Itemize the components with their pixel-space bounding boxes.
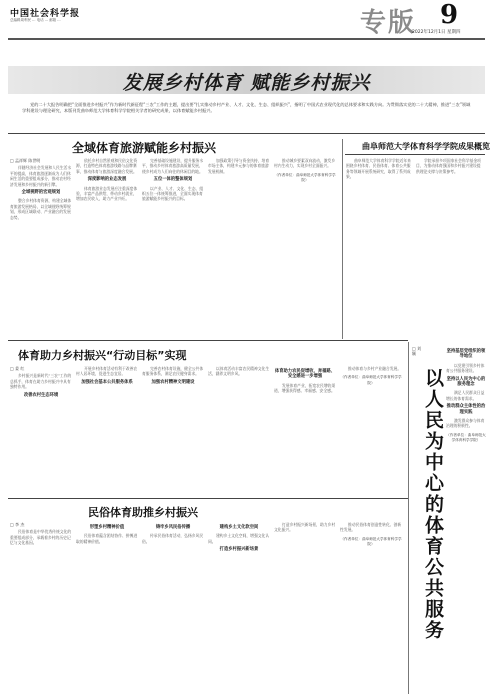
- divider: [8, 133, 485, 134]
- column-divider: [408, 342, 409, 694]
- article3-col4: 建构乡土文化软空间 建构乡土文化空间，增强文化认同。 打造乡村振兴新场景: [208, 525, 270, 553]
- article3-col5: 打造乡村振兴新场景，助力乡村文化振兴。: [274, 522, 336, 533]
- article3-sub3: 建构乡土文化软空间: [219, 525, 259, 530]
- article1-col1: □ 孟祥辉 陈世明 伴随经济社会发展和人民生活水平的提高，体育旅游逐渐成为人们休闲生活的重要组成部分，推动农村经济发展和乡村振兴的新引擎。 全域视野的宏观规划 整合乡村体育资源，构建全域体育旅游发展格局，以全域视野统筹规划，形成区域联动、产业融合的发展态势。: [10, 158, 72, 220]
- article1-sub1: 全域视野的宏观规划: [21, 190, 61, 196]
- section-tag: 专版: [360, 8, 417, 38]
- issue-date: 2022年12月1日 星期四: [412, 30, 461, 35]
- banner-title: 发展乡村体育 赋能乡村振兴: [122, 72, 371, 94]
- article1-col3: 完善基础设施建设，提升服务水平，推动乡村体育旅游高质量发展，使乡村成为人们向往的休闲目的地。 五位一体的整体规划 以产业、人才、文化、生态、组织五位一体统筹推进，全面实现体育旅游赋能乡村振兴的目标。: [142, 158, 204, 202]
- article1-col4: 加强政策引导与资金扶持，培育市场主体，构建多元参与的体育旅游发展机制。: [208, 158, 270, 174]
- article3-sub1: 形塑乡村精神价值: [89, 525, 125, 530]
- article2-sub4: 体育助力农民促增收、奔福路、安全感进一步增强: [274, 369, 336, 380]
- article1-sub3: 五位一体的整体规划: [153, 177, 193, 183]
- article4-title: 以人民为中心的体育公共服务: [422, 368, 444, 641]
- masthead-info: 总编辑周利民 ... 电话 ... 邮箱 ...: [10, 18, 61, 22]
- article2-sub1: 改善农村生态环境: [23, 392, 59, 398]
- article3-col6: 推动民俗体育创造性转化、创新性发展。 （作者单位：曲阜师范大学体育科学学院）: [340, 522, 402, 547]
- divider: [8, 498, 408, 499]
- newspaper-logo: 中国社会科学报: [10, 9, 81, 19]
- masthead-rule: [8, 38, 485, 40]
- article2-byline: □ 姜 红: [10, 366, 25, 371]
- article2-note: （作者单位：曲阜师范大学体育科学学院）: [340, 375, 402, 385]
- article2-sub3: 加强农村精神文明建设: [151, 379, 195, 385]
- intro-paragraph: 党的二十大报告明确把“全面推进乡村振兴”作为新时代新征程“三农”工作的主题，提出要“扎实推动乡村产业、人才、文化、生态、组织振兴”，指明了中国式农业现代化的总体要求和实践方向。为贯彻落实党的二十大精神，推进“三农”领域学科建设与理论研究，本版刊发曲阜师范大学体育科学学院相关学者的研究成果，以体育赋能乡村振兴。: [22, 102, 471, 113]
- article2-col3: 完善农村体育设施，健全公共体育服务体系，满足农民健身需求。 加强农村精神文明建设: [142, 366, 204, 385]
- article2-title: 体育助力乡村振兴“行动目标”实现: [18, 349, 187, 362]
- sidebar-col2: 学院承担多项国家社会科学基金项目，为推动体育强国和乡村振兴建设提供理论支撑与决策参考。: [416, 158, 481, 174]
- article3-note: （作者单位：曲阜师范大学体育科学学院）: [340, 536, 402, 547]
- article1-col2: 依托乡村自然景观和民俗文化资源，打造特色体育旅游线路与品牌赛事，推动体育与旅游深度融合发展。 深度影响的业态发展 体育旅游业态发展应注重深度体验，丰富产品供给，带动乡村就业，增加农民收入，助力产业兴旺。: [76, 158, 138, 202]
- article4-byline-wrap: [412, 346, 422, 366]
- sidebar-col1: 曲阜师范大学体育科学学院近年来围绕乡村体育、民俗体育、体育公共服务等领域开展系统研究，取得了系列成果。: [346, 158, 411, 180]
- article4-sub3: 推动群众主体性的治理实践: [446, 404, 486, 415]
- article4-sub1: 坚持基层党组织的领导地位: [446, 349, 486, 360]
- article2-col6: 推动体育与乡村产业融合发展。 （作者单位：曲阜师范大学体育科学学院）: [340, 366, 402, 385]
- article3-title: 民俗体育助推乡村振兴: [88, 506, 198, 519]
- article3-col3: 铸牢乡风民俗传播 传承民俗体育活动，弘扬乡风民俗。: [142, 525, 204, 544]
- article1-note: （作者单位：曲阜师范大学体育科学学院）: [274, 172, 336, 183]
- article3-col1: □ 李 杰 民俗体育是中华优秀传统文化的重要组成部分，承载着乡村的历史记忆与文化基因。: [10, 522, 72, 546]
- sidebar-rule: [345, 154, 485, 155]
- article4-sub2: 坚持以人民为中心的服务理念: [446, 376, 486, 388]
- article3-sub4: 打造乡村振兴新场景: [219, 547, 259, 553]
- article2-sub2: 加强社会基本公共服务体系: [81, 379, 133, 385]
- article4-note: （作者单位：曲阜师范大学体育科学学院）: [446, 432, 486, 443]
- article4-col1: 坚持基层党组织的领导地位 以党建引领乡村体育公共服务建设。 坚持以人民为中心的服务理念 满足人民群众日益增长的体育需求。 推动群众主体性的治理实践 激发群众参与体育治理的积极性。 （作者单位：曲阜师范大学体育科学学院）: [446, 349, 486, 443]
- article3-sub2: 铸牢乡风民俗传播: [155, 525, 191, 530]
- article2-col2: 开展乡村体育活动有利于改善农村人居环境，促进生态宜居。 加强社会基本公共服务体系: [76, 366, 138, 385]
- article3-col2: 形塑乡村精神价值 民俗体育蕴含团结协作、拼搏进取的精神价值。: [76, 525, 138, 544]
- article4-byline: □ 刘 颖: [412, 346, 422, 357]
- article1-col5: 推动城乡要素双向流动，激发乡村内生动力，实现乡村全面振兴。 （作者单位：曲阜师范大学体育科学学院）: [274, 158, 336, 183]
- article2-col4: 以体育活动丰富农民精神文化生活，涵养文明乡风。: [208, 366, 270, 377]
- article3-byline: □ 李 杰: [10, 522, 25, 527]
- divider: [8, 340, 408, 341]
- article1-byline: □ 孟祥辉 陈世明: [10, 158, 41, 163]
- masthead: [0, 0, 493, 40]
- article1-title: 全域体育旅游赋能乡村振兴: [72, 141, 217, 155]
- page-number: 9: [440, 0, 459, 30]
- banner: [8, 66, 485, 94]
- article2-col5: 体育助力农民促增收、奔福路、安全感进一步增强 发展体育产业，拓宽农民增收渠道，增强获得感、幸福感、安全感。: [274, 369, 336, 394]
- article1-sub2: 深度影响的业态发展: [87, 177, 127, 183]
- sidebar-title: 曲阜师范大学体育科学学院成果概览: [362, 142, 490, 151]
- article2-col1: □ 姜 红 乡村振兴是新时代“三农”工作的总抓手，体育在助力乡村振兴中具有独特作用。 改善农村生态环境: [10, 366, 72, 398]
- column-divider: [342, 139, 343, 339]
